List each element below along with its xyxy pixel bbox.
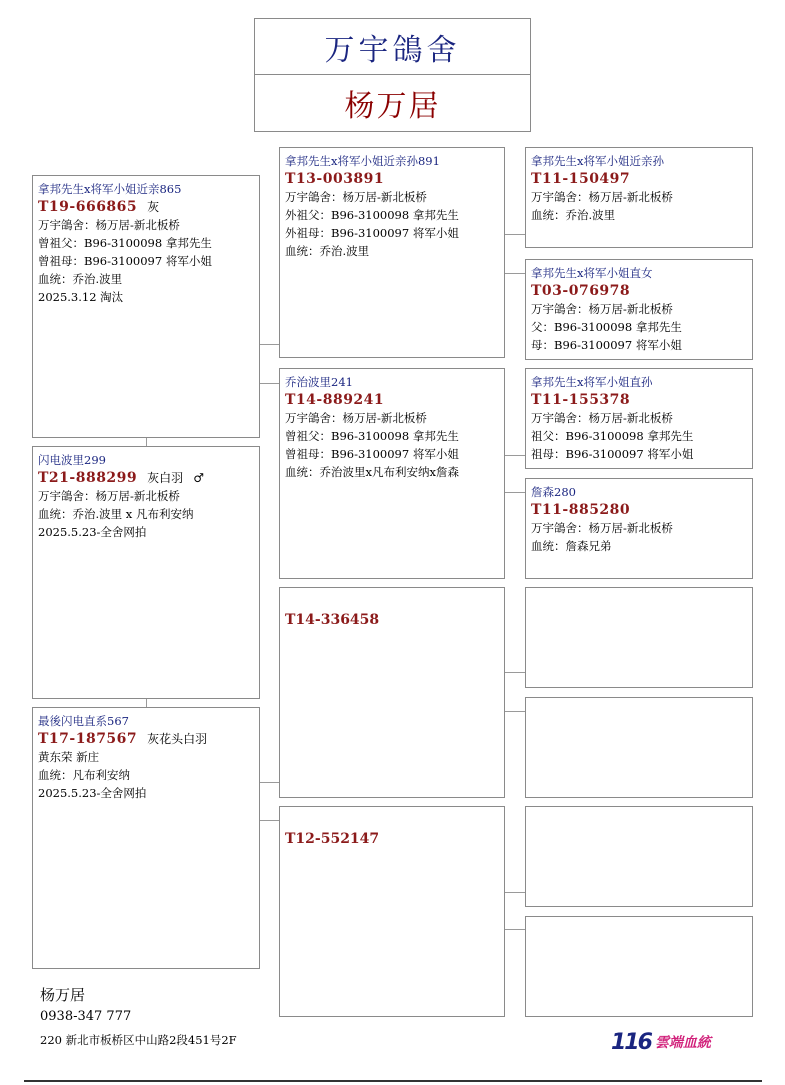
- dam-card[interactable]: [279, 368, 505, 579]
- info-line: 万宇鴿舍：杨万居-新北板桥: [285, 411, 427, 425]
- info-line: 血统：乔治波里x凡布利安纳x詹森: [285, 465, 459, 479]
- subject-card[interactable]: [32, 175, 260, 438]
- ring-number: T19-666865: [38, 199, 138, 215]
- ring-number: T13-003891: [285, 171, 385, 187]
- brand-logo: [611, 1030, 711, 1055]
- grandsire-sire-card[interactable]: [525, 147, 753, 248]
- sire-card[interactable]: [279, 147, 505, 358]
- info-line: 母：B96-3100097 将军小姐: [531, 338, 682, 352]
- bird-name: 詹森280: [531, 485, 576, 499]
- info-line: 曾祖父：B96-3100098 拿邦先生: [285, 429, 459, 443]
- ring-number: T11-150497: [531, 171, 631, 187]
- bird-name: 最後闪电直系567: [38, 714, 129, 728]
- bird-name: 拿邦先生x将军小姐直孙: [531, 375, 653, 389]
- footer-phone: 0938-347 777: [40, 1009, 132, 1024]
- connector: [259, 782, 280, 783]
- bird-name: 闪电波里299: [38, 453, 106, 467]
- owner-title: 杨万居: [254, 74, 531, 132]
- info-line: 外祖母：B96-3100097 将军小姐: [285, 226, 459, 240]
- footer-address: 220 新北市板桥区中山路2段451号2F: [40, 1033, 237, 1047]
- empty-ancestor-card[interactable]: [525, 587, 753, 688]
- info-line: 万宇鴿舍：杨万居-新北板桥: [38, 489, 180, 503]
- ring-number: T03-076978: [531, 283, 631, 299]
- connector: [504, 492, 525, 493]
- info-line: 2025.5.23-全舍网拍: [38, 786, 147, 800]
- connector: [259, 820, 280, 821]
- info-line: 万宇鴿舍：杨万居-新北板桥: [38, 218, 180, 232]
- info-line: 血统：詹森兄弟: [531, 539, 612, 553]
- info-line: 血统：乔治.波里: [285, 244, 370, 258]
- info-line: 2025.5.23-全舍网拍: [38, 525, 147, 539]
- info-line: 万宇鴿舍：杨万居-新北板桥: [285, 190, 427, 204]
- parent-card-3[interactable]: [279, 587, 505, 798]
- info-line: 血统：凡布利安纳: [38, 768, 130, 782]
- bottom-divider: [24, 1080, 762, 1082]
- ring-number: T21-888299: [38, 470, 138, 486]
- bird-name: 拿邦先生x将军小姐近亲865: [38, 182, 182, 196]
- connector: [259, 344, 280, 345]
- bird-name: 拿邦先生x将军小姐近亲孙891: [285, 154, 440, 168]
- info-line: 黄东荣 新庄: [38, 750, 100, 764]
- sibling-card-3[interactable]: [32, 707, 260, 969]
- ring-number: T14-336458: [285, 612, 380, 628]
- loft-title: 万宇鴿舍: [254, 18, 531, 75]
- info-line: 曾祖父：B96-3100098 拿邦先生: [38, 236, 212, 250]
- bird-name: 拿邦先生x将军小姐直女: [531, 266, 653, 280]
- connector: [504, 455, 525, 456]
- granddam-sire-card[interactable]: [525, 259, 753, 360]
- ring-number: T12-552147: [285, 831, 380, 847]
- info-line: 祖母：B96-3100097 将军小姐: [531, 447, 694, 461]
- info-line: 血统：乔治.波里: [38, 272, 123, 286]
- footer-owner-name: 杨万居: [40, 986, 86, 1004]
- info-line: 万宇鴿舍：杨万居-新北板桥: [531, 302, 673, 316]
- info-line: 万宇鴿舍：杨万居-新北板桥: [531, 521, 673, 535]
- logo-number: 116: [611, 1030, 651, 1055]
- ring-number: T11-885280: [531, 502, 631, 518]
- connector: [504, 672, 525, 673]
- empty-ancestor-card[interactable]: [525, 806, 753, 907]
- connector: [504, 929, 525, 930]
- logo-text: 雲端血統: [654, 1035, 711, 1051]
- granddam-dam-card[interactable]: [525, 478, 753, 579]
- info-line: 曾祖母：B96-3100097 将军小姐: [38, 254, 212, 268]
- info-line: 血统：乔治.波里 x 凡布利安纳: [38, 507, 194, 521]
- empty-ancestor-card[interactable]: [525, 916, 753, 1017]
- bird-color: 灰花头白羽: [147, 732, 208, 746]
- ring-number: T11-155378: [531, 392, 631, 408]
- info-line: 父：B96-3100098 拿邦先生: [531, 320, 682, 334]
- info-line: 血统：乔治.波里: [531, 208, 616, 222]
- bird-name: 乔治波里241: [285, 375, 353, 389]
- ring-number: T17-187567: [38, 731, 138, 747]
- connector: [504, 711, 525, 712]
- info-line: 曾祖母：B96-3100097 将军小姐: [285, 447, 459, 461]
- grandsire-dam-card[interactable]: [525, 368, 753, 469]
- bird-name: 拿邦先生x将军小姐近亲孙: [531, 154, 664, 168]
- connector: [504, 892, 525, 893]
- bird-color: 灰白羽: [147, 471, 184, 485]
- info-line: 2025.3.12 淘汰: [38, 290, 124, 304]
- ring-number: T14-889241: [285, 392, 385, 408]
- info-line: 外祖父：B96-3100098 拿邦先生: [285, 208, 459, 222]
- connector: [504, 273, 525, 274]
- sibling-card-2[interactable]: [32, 446, 260, 699]
- info-line: 万宇鴿舍：杨万居-新北板桥: [531, 190, 673, 204]
- info-line: 祖父：B96-3100098 拿邦先生: [531, 429, 694, 443]
- bird-color: 灰: [147, 200, 160, 214]
- empty-ancestor-card[interactable]: [525, 697, 753, 798]
- connector: [259, 383, 280, 384]
- info-line: 万宇鴿舍：杨万居-新北板桥: [531, 411, 673, 425]
- connector: [504, 234, 525, 235]
- male-sex-icon: ♂: [193, 471, 204, 485]
- parent-card-4[interactable]: [279, 806, 505, 1017]
